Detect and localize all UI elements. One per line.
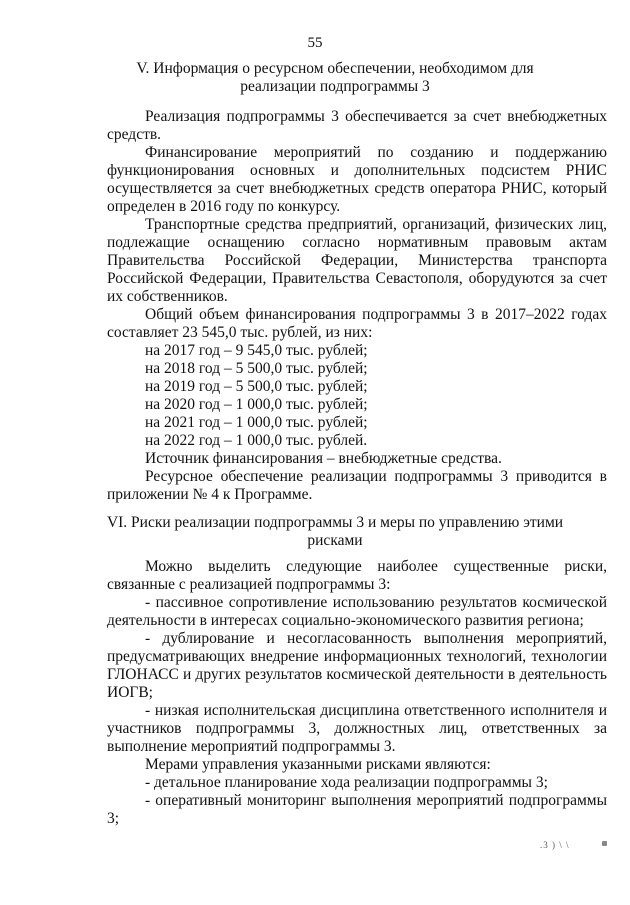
risk-item: - низкая исполнительская дисциплина ответственного исполнителя и участников подпрограммы 3, должностных лиц, ответственных за выполнение мероприятий подпрограммы 3. bbox=[107, 702, 607, 755]
paragraph-implementation: Реализация подпрограммы 3 обеспечивается за счет внебюджетных средств. bbox=[107, 108, 607, 143]
risk-item: - пассивное сопротивление использованию результатов космической деятельности в интересах социально-экономического развития региона; bbox=[107, 594, 607, 629]
section-6-body bbox=[107, 558, 607, 828]
footer-scan-mark: .3 ) \ \ bbox=[540, 840, 570, 850]
paragraph-appendix: Ресурсное обеспечение реализации подпрограммы 3 приводится в приложении № 4 к Программе. bbox=[107, 468, 607, 503]
section-5-heading: V. Информация о ресурсном обеспечении, необходимом для реализации подпрограммы 3 bbox=[136, 60, 534, 95]
paragraph-measures-intro: Мерами управления указанными рисками являются: bbox=[145, 756, 491, 773]
paragraph-total-funding: Общий объем финансирования подпрограммы 3 в 2017–2022 годах составляет 23 545,0 тыс. рублей, из них: bbox=[107, 306, 607, 341]
funding-2017: на 2017 год – 9 545,0 тыс. рублей; bbox=[145, 342, 368, 359]
section-5-body bbox=[107, 108, 607, 504]
risk-item: - дублирование и несогласованность выполнения мероприятий, предусматривающих внедрение информационных технологий, технологии ГЛОНАСС и других результатов космической деятельности в деятельность ИОГВ; bbox=[107, 630, 607, 701]
paragraph-funding-source: Источник финансирования – внебюджетные средства. bbox=[145, 450, 502, 467]
funding-2022: на 2022 год – 1 000,0 тыс. рублей. bbox=[145, 432, 368, 449]
paragraph-risks-intro: Можно выделить следующие наиболее существенные риски, связанные с реализацией подпрограммы 3: bbox=[107, 558, 607, 593]
funding-2018: на 2018 год – 5 500,0 тыс. рублей; bbox=[145, 360, 368, 377]
footer-scan-dot bbox=[602, 841, 607, 846]
funding-2021: на 2021 год – 1 000,0 тыс. рублей; bbox=[145, 414, 368, 431]
page-number: 55 bbox=[307, 35, 323, 51]
paragraph-vehicles: Транспортные средства предприятий, организаций, физических лиц, подлежащие оснащению согласно нормативным правовым актам Правительства Российской Федерации, Министерства транспорта Российской Федерации, Правительства Севастополя, оборудуются за счет их собственников. bbox=[107, 216, 607, 305]
funding-2019: на 2019 год – 5 500,0 тыс. рублей; bbox=[145, 378, 368, 395]
section-6-heading: VI. Риски реализации подпрограммы 3 и меры по управлению этими рисками bbox=[106, 514, 564, 549]
paragraph-financing: Финансирование мероприятий по созданию и поддержанию функционирования основных и дополнительных подсистем РНИС осуществляется за счет внебюджетных средств оператора РНИС, который определен в 2016 году по конкурсу. bbox=[107, 144, 607, 215]
funding-2020: на 2020 год – 1 000,0 тыс. рублей; bbox=[145, 396, 368, 413]
measure-item: - детальное планирование хода реализации подпрограммы 3; bbox=[145, 774, 548, 791]
measure-item: - оперативный мониторинг выполнения мероприятий подпрограммы 3; bbox=[107, 792, 607, 827]
